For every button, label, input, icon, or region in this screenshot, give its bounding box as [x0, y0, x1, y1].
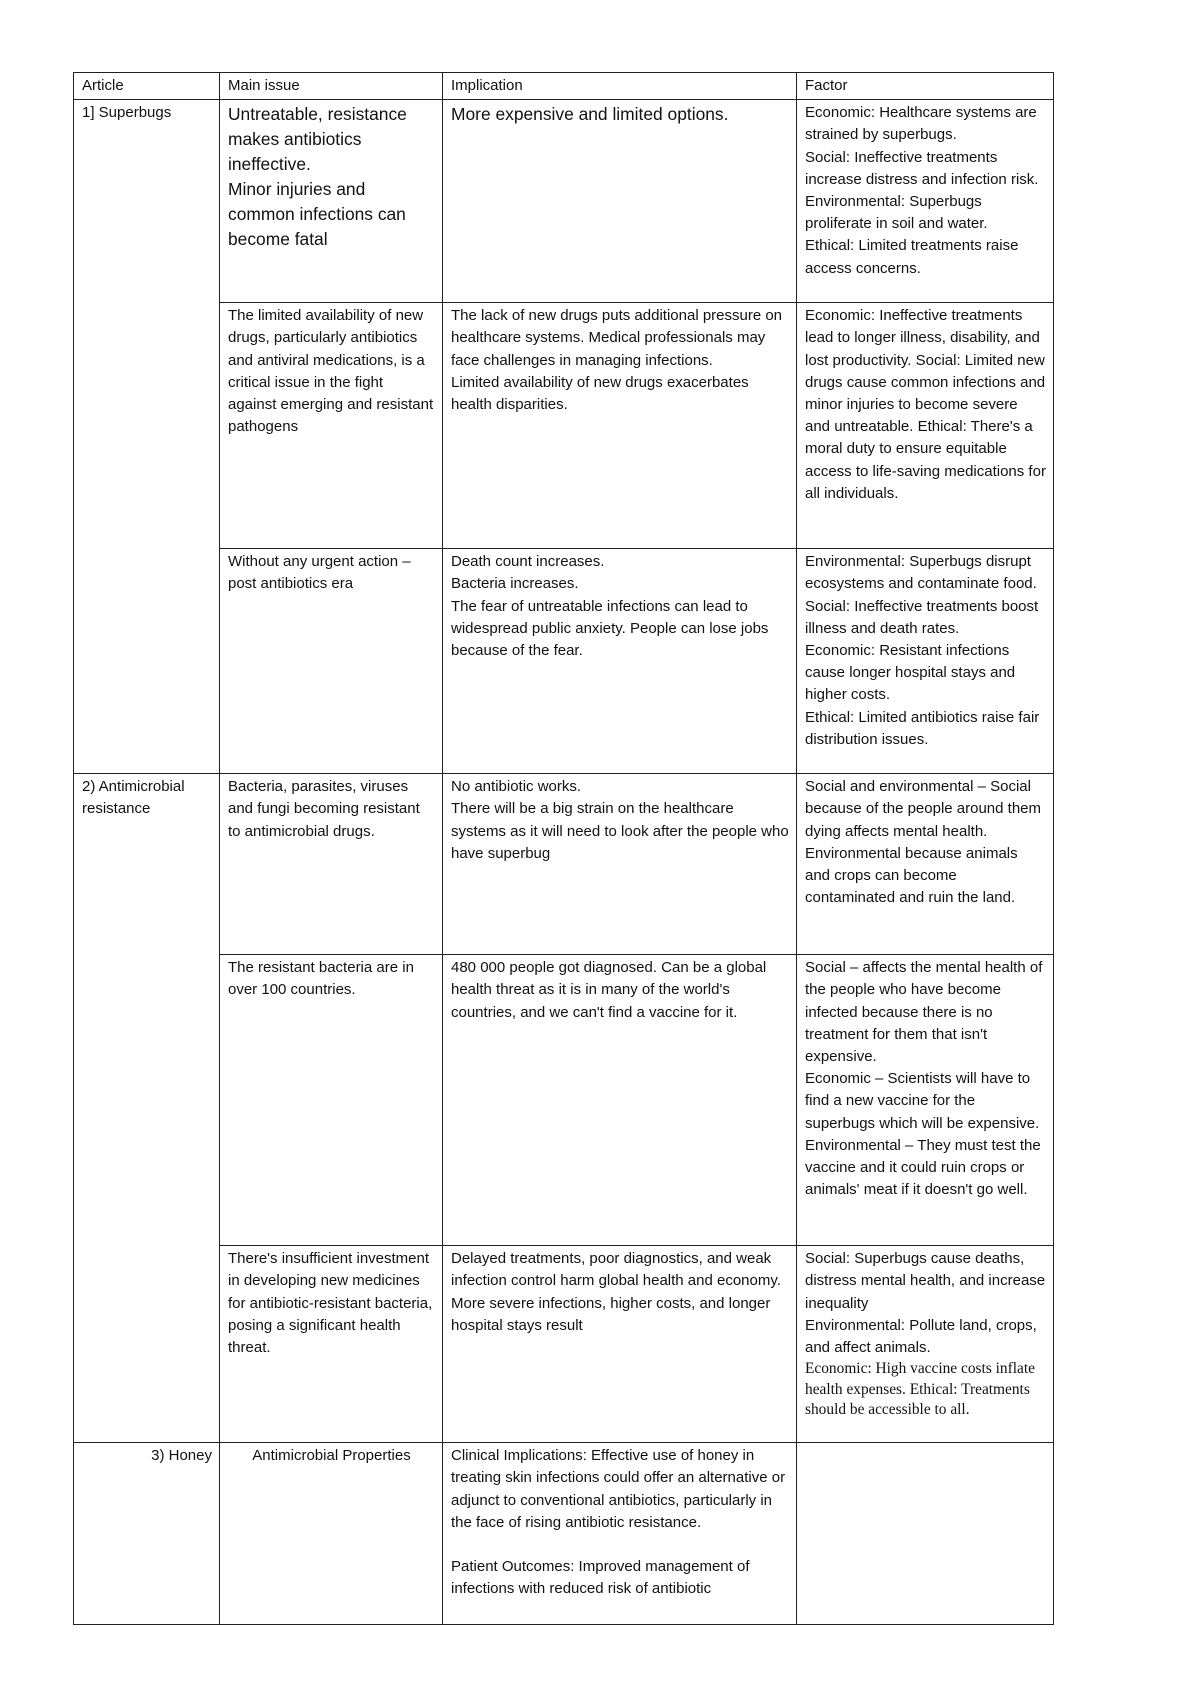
factor-line: Social: Ineffective treatments boost illness and death rates.	[805, 597, 1043, 637]
header-article: Article	[74, 73, 220, 100]
factor-line: Ethical: Limited antibiotics raise fair distribution issues.	[805, 708, 1044, 748]
implication-line: 480 000 people got diagnosed. Can be a global health threat as it is in many of the world's countries, and we can't find a vaccine for it.	[451, 959, 771, 1021]
table-row	[74, 774, 1054, 955]
factor-line: Environmental – They must test the vaccine and it could ruin crops or animals' meat if it doesn't go well.	[805, 1136, 1045, 1199]
table-row	[74, 549, 1054, 774]
factor-cell	[797, 100, 1054, 303]
implication-paragraph: Patient Outcomes: Improved management of infections with reduced risk of antibiotic	[451, 1558, 754, 1598]
implication-line: More expensive and limited options.	[451, 104, 729, 125]
main-issue-line: Untreatable, resistance makes antibiotics ineffective.	[228, 104, 412, 175]
factor-line-serif: Economic: High vaccine costs inflate health expenses. Ethical: Treatments should be accessible to all.	[805, 1360, 1039, 1419]
header-factor: Factor	[797, 73, 1054, 100]
implication-paragraph: Clinical Implications: Effective use of honey in treating skin infections could offer an alternative or adjunct to conventional antibiotics, particularly in the face of rising antibiotic resistance.	[451, 1447, 790, 1531]
paragraph-gap	[451, 1534, 789, 1556]
main-issue-cell	[220, 549, 443, 774]
factor-cell	[797, 303, 1054, 549]
main-issue-line: The resistant bacteria are in over 100 countries.	[228, 959, 419, 999]
factor-line: Social: Superbugs cause deaths, distress mental health, and increase inequality	[805, 1250, 1050, 1312]
factor-line: Economic: Ineffective treatments lead to longer illness, disability, and lost productivity. Social: Limited new drugs cause common infections and minor injuries to become severe and untreatable. Ethical: There's a moral duty to ensure equitable access to life-saving medications for all individuals.	[805, 307, 1051, 502]
factor-line: Economic: Resistant infections cause longer hospital stays and higher costs.	[805, 642, 1020, 704]
implication-cell	[443, 100, 797, 303]
factor-line: Environmental: Superbugs proliferate in soil and water.	[805, 193, 988, 233]
factor-cell	[797, 549, 1054, 774]
implication-cell	[443, 774, 797, 955]
main-issue-line: Minor injuries and common infections can become fatal	[228, 179, 411, 250]
factor-line: Social: Ineffective treatments increase distress and infection risk.	[805, 148, 1039, 188]
main-issue-line: The limited availability of new drugs, particularly antibiotics and antiviral medications, is a critical issue in the fight against emerging and resistant pathogens	[228, 307, 438, 436]
article-analysis-table	[73, 72, 1054, 1625]
header-main-issue: Main issue	[220, 73, 443, 100]
implication-line: There will be a big strain on the healthcare systems as it will need to look after the people who have superbug	[451, 800, 793, 862]
implication-line: Limited availability of new drugs exacerbates health disparities.	[451, 373, 753, 414]
factor-line: Environmental because animals and crops can become contaminated and ruin the land.	[805, 844, 1022, 907]
implication-cell	[443, 1443, 797, 1625]
factor-line: Social – affects the mental health of the people who have become infected because there is no treatment for them that isn't expensive.	[805, 959, 1047, 1066]
main-issue-line: There's insufficient investment in developing new medicines for antibiotic-resistant bacteria, posing a significant health threat.	[228, 1250, 437, 1357]
factor-cell	[797, 1246, 1054, 1443]
main-issue-cell	[220, 1246, 443, 1443]
factor-line: Ethical: Limited treatments raise access concerns.	[805, 237, 1023, 277]
table-header-row	[74, 73, 1054, 100]
factor-cell	[797, 955, 1054, 1246]
implication-line: Death count increases.	[451, 553, 605, 571]
main-issue-line: Antimicrobial Properties	[252, 1447, 411, 1465]
implication-line: The lack of new drugs puts additional pressure on healthcare systems. Medical professionals may face challenges in managing infections.	[451, 307, 787, 369]
factor-line: Economic: Healthcare systems are strained by superbugs.	[805, 104, 1041, 144]
factor-cell-empty	[797, 1443, 1054, 1625]
factor-line: Economic – Scientists will have to find a new vaccine for the superbugs which will be expensive.	[805, 1070, 1040, 1132]
main-issue-cell	[220, 774, 443, 955]
implication-line: No antibiotic works.	[451, 778, 582, 796]
table-row	[74, 1443, 1054, 1625]
factor-cell	[797, 774, 1054, 955]
implication-cell	[443, 549, 797, 774]
article-cell: 3) Honey	[74, 1443, 220, 1625]
table-row	[74, 100, 1054, 303]
implication-line: Delayed treatments, poor diagnostics, and weak infection control harm global health and economy. More severe infections, higher costs, and longer hospital stays result	[451, 1250, 786, 1334]
factor-line: Environmental: Pollute land, crops, and affect animals.	[805, 1316, 1041, 1357]
implication-line: The fear of untreatable infections can lead to widespread public anxiety. People can lose jobs because of the fear.	[451, 597, 773, 660]
main-issue-cell	[220, 1443, 443, 1625]
implication-line: Bacteria increases.	[451, 575, 579, 593]
table-row	[74, 303, 1054, 549]
main-issue-cell	[220, 303, 443, 549]
implication-cell	[443, 955, 797, 1246]
article-cell: 2) Antimicrobial resistance	[74, 774, 220, 1443]
implication-cell	[443, 1246, 797, 1443]
header-implication: Implication	[443, 73, 797, 100]
main-issue-cell	[220, 955, 443, 1246]
main-issue-cell	[220, 100, 443, 303]
main-issue-line: Bacteria, parasites, viruses and fungi becoming resistant to antimicrobial drugs.	[228, 778, 424, 840]
table-row	[74, 955, 1054, 1246]
implication-cell	[443, 303, 797, 549]
table-row	[74, 1246, 1054, 1443]
factor-line: Environmental: Superbugs disrupt ecosystems and contaminate food.	[805, 553, 1037, 593]
article-cell: 1] Superbugs	[74, 100, 220, 774]
main-issue-line: Without any urgent action – post antibiotics era	[228, 553, 415, 593]
factor-line: Social and environmental – Social because of the people around them dying affects mental health.	[805, 778, 1046, 840]
